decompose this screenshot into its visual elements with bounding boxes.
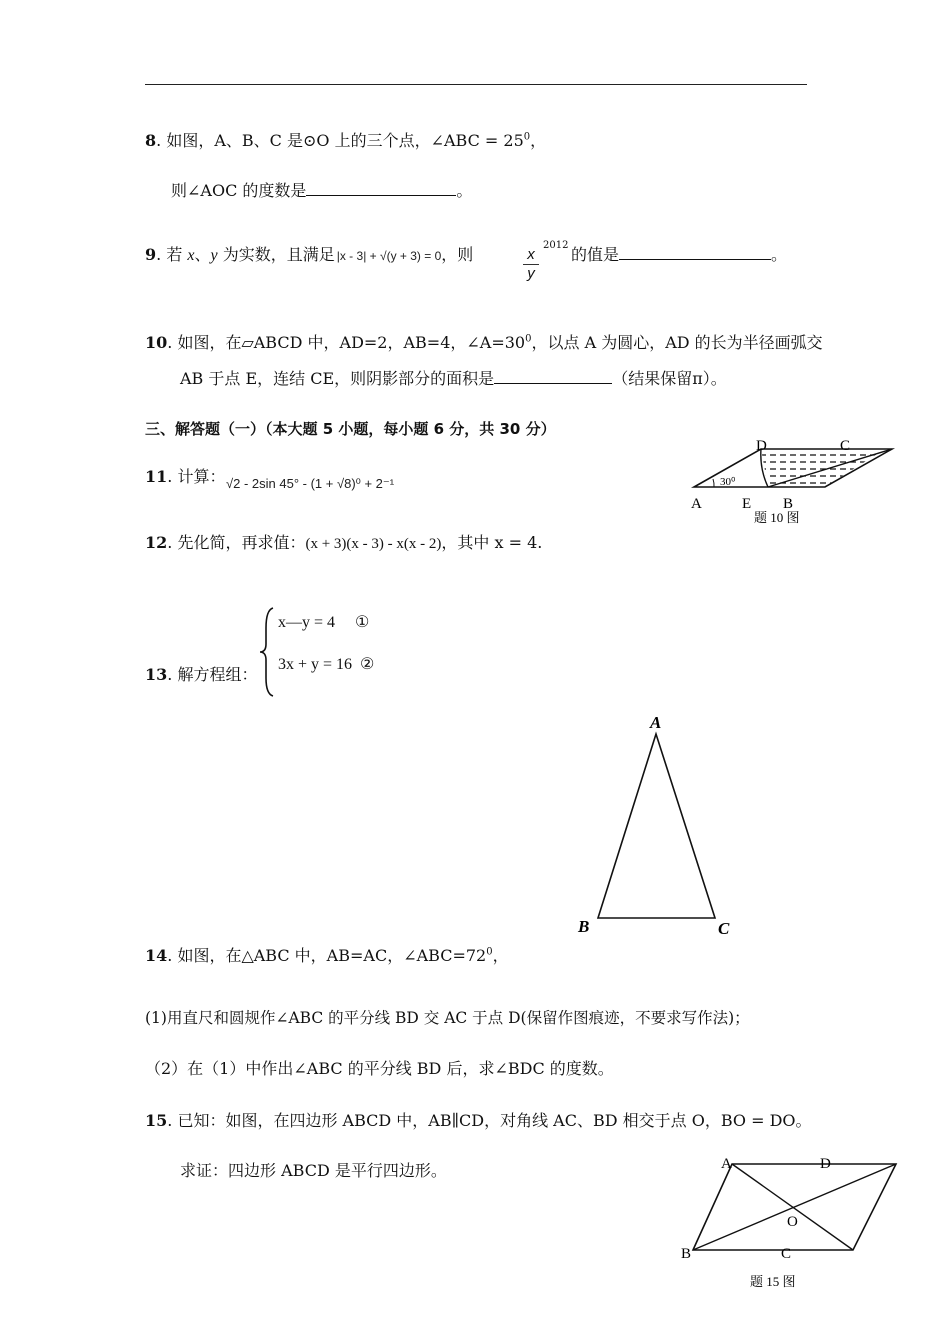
question-11: 11. 计算：	[145, 467, 226, 486]
answer-blank	[619, 245, 771, 260]
question-12: 12. 先化简，再求值：(x + 3)(x - 3) - x(x - 2)，其中 x = 4.	[145, 533, 543, 552]
label-c: C	[840, 438, 851, 454]
label-b: B	[783, 496, 794, 512]
question-9-tail: 的值是 。	[571, 245, 788, 264]
label-a: A	[650, 713, 662, 732]
question-14-part1: (1)用直尺和圆规作∠ABC 的平分线 BD 交 AC 于点 D(保留作图痕迹，不要求写作法)；	[145, 1009, 750, 1027]
system-brace	[258, 606, 278, 698]
question-9: 9. 若 x、y 为实数，且满足 |x - 3| + √(y + 3) = 0，则	[145, 245, 474, 264]
label-d: D	[820, 1156, 831, 1172]
diagonal-ac	[732, 1164, 853, 1250]
question-text: 则∠AOC 的度数是	[171, 181, 307, 200]
figure-caption: 题 10 图	[754, 510, 800, 525]
question-15-prove: 求证：四边形 ABCD 是平行四边形。	[180, 1161, 447, 1180]
question-8-line2	[171, 178, 472, 201]
diagonal-bd	[693, 1164, 896, 1250]
question-10-line2: AB 于点 E，连结 CE，则阴影部分的面积是 （结果保留π）。	[180, 369, 727, 388]
label-b: B	[578, 917, 590, 936]
question-number: 8	[145, 131, 157, 150]
question-number: 12	[145, 533, 168, 552]
equation-2: 3x + y = 16 ②	[278, 654, 375, 673]
question-10-line1: 10. 如图，在▱ABCD 中，AD=2，AB=4，$\angle A=30^0$，以点 A 为圆心，AD 的长为半径画弧交	[145, 333, 823, 352]
shaded-region	[760, 455, 885, 483]
label-c: C	[718, 919, 730, 938]
answer-blank	[306, 181, 456, 196]
circled-number: ②	[360, 654, 375, 673]
question-number: 13	[145, 665, 168, 684]
label-c: C	[781, 1246, 792, 1262]
question-8-line1	[145, 128, 546, 151]
label-a: A	[721, 1156, 732, 1172]
question-15: 15. 已知：如图，在四边形 ABCD 中，AB∥CD，对角线 AC、BD 相交于点 O，BO = DO。	[145, 1111, 812, 1130]
punctuation: ，	[530, 131, 547, 150]
question-14: 14. 如图，在△ABC 中，AB=AC，$\angle ABC=72^0$，	[145, 946, 509, 965]
label-a: A	[691, 496, 702, 512]
section-title: 三、解答题（一）（本大题 5 小题，每小题 6 分，共 30 分）	[145, 420, 556, 438]
angle-label: 30⁰	[720, 476, 736, 488]
label-e: E	[742, 496, 752, 512]
figure-14-triangle	[570, 708, 740, 940]
calculation-expression: √2 - 2sin 45° - (1 + √8)⁰ + 2⁻¹	[226, 476, 395, 491]
answer-blank	[494, 369, 612, 384]
question-13: 13. 解方程组：	[145, 665, 258, 684]
header-rule	[145, 84, 807, 85]
fraction-x-over-y: x y	[521, 238, 541, 283]
question-number: 14	[145, 946, 168, 965]
figure-15	[675, 1150, 905, 1295]
label-b: B	[681, 1246, 692, 1262]
exponent: 2012	[543, 240, 569, 251]
label-d: D	[756, 438, 767, 454]
figure-caption: 题 15 图	[750, 1274, 796, 1289]
question-number: 9	[145, 245, 157, 264]
equation-1: x—y = 4 ①	[278, 612, 370, 631]
triangle-abc	[598, 734, 715, 918]
condition-expression: |x - 3| + √(y + 3) = 0	[336, 249, 442, 263]
angle-arc	[713, 479, 714, 487]
circled-number: ①	[355, 612, 370, 631]
punctuation: 。	[456, 181, 473, 200]
simplify-expression: (x + 3)(x - 3) - x(x - 2)	[305, 536, 442, 552]
question-number: 10	[145, 333, 168, 352]
question-number: 15	[145, 1111, 168, 1130]
question-14-part2: （2）在（1）中作出∠ABC 的平分线 BD 后，求∠BDC 的度数。	[145, 1059, 614, 1078]
figure-10	[680, 432, 910, 528]
question-text: . 如图，A、B、C 是⊙O 上的三个点，∠ABC = 25	[156, 131, 524, 150]
degree-mark: 0	[523, 131, 531, 143]
question-number: 11	[145, 467, 168, 486]
label-o: O	[787, 1214, 798, 1230]
